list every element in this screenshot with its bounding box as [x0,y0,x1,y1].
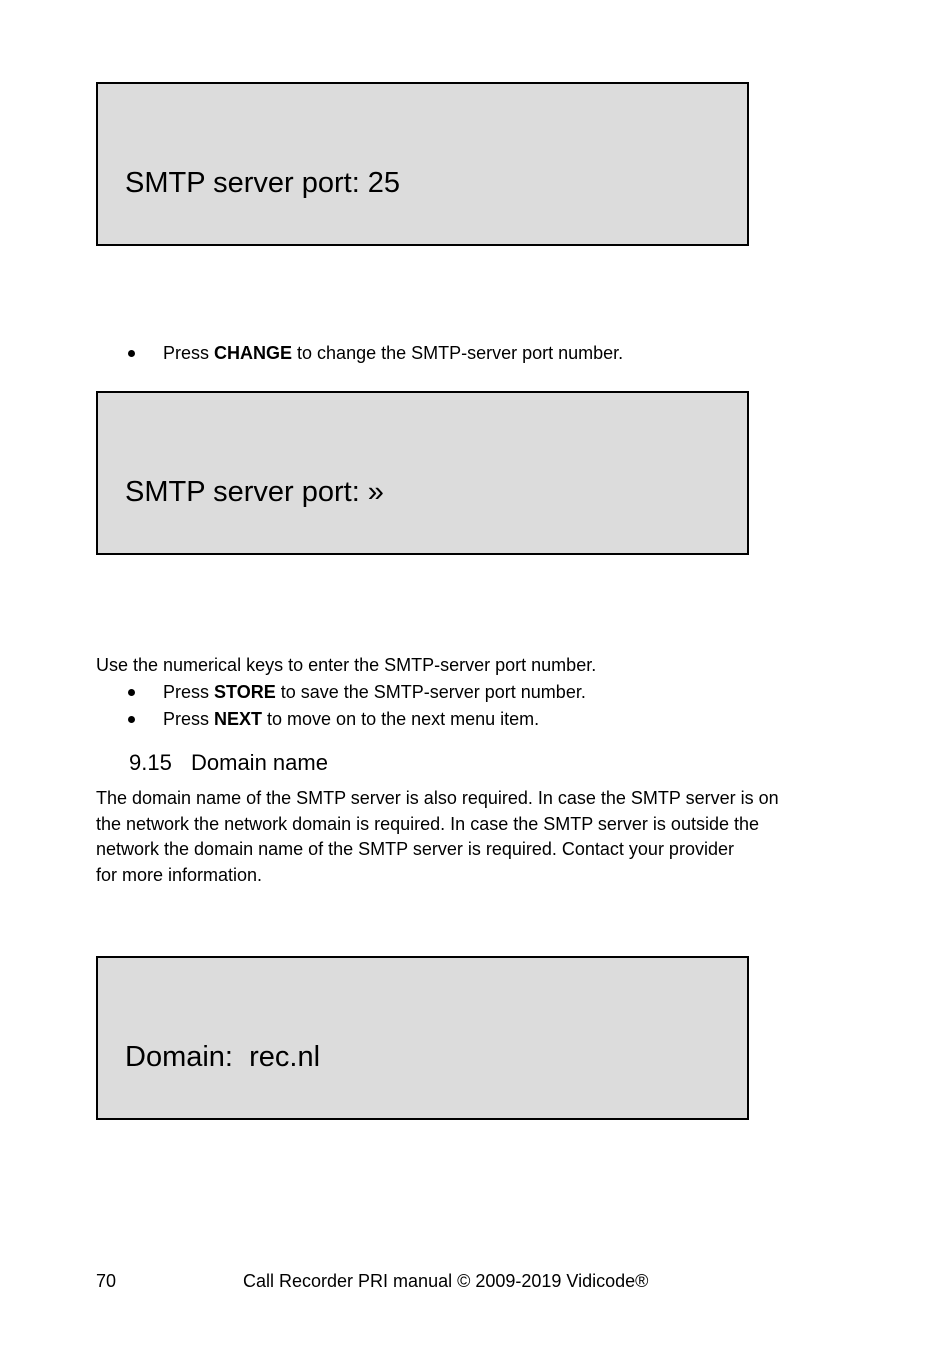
body-paragraph [96,786,779,888]
body-line: network the domain name of the SMTP server is required. Contact your provider [96,839,734,859]
bullet-text [163,342,623,364]
key-store: STORE [214,682,276,702]
body-line: the network the network domain is required. In case the SMTP server is outside the [96,813,759,834]
bullet-suffix: to move on to the next menu item. [262,709,540,729]
section-number: 9.15 [129,750,172,775]
bullet-suffix: to save the SMTP-server port number. [275,682,586,702]
section-title: Domain name [191,750,328,775]
bullet-text [163,708,539,730]
bullet-prefix: Press [163,682,215,702]
bullet-dot-icon [128,716,135,723]
bullet-dot-icon [128,350,135,357]
footer-text: Call Recorder PRI manual © 2009-2019 Vidicode® [243,1271,649,1291]
bullet-suffix: to change the SMTP-server port number. [292,343,624,363]
bullet-prefix: Press [163,709,215,729]
instruction-text: Use the numerical keys to enter the SMTP-server port number. [96,655,597,675]
bullet-text [163,681,586,703]
key-change: CHANGE [214,343,293,363]
lcd-display-port [96,82,749,246]
lcd-display-domain [96,956,749,1120]
key-next: NEXT [214,709,263,729]
bullet-dot-icon [128,689,135,696]
body-line: The domain name of the SMTP server is also required. In case the SMTP server is on [96,788,779,808]
lcd-display-text: Domain: rec.nl [125,1041,321,1073]
lcd-display-text: SMTP server port: » [125,476,384,508]
lcd-display-port-entry [96,391,749,555]
lcd-display-text: SMTP server port: 25 [125,167,401,199]
bullet-prefix: Press [163,343,215,363]
body-line: for more information. [96,864,263,885]
page-number: 70 [96,1271,117,1291]
section-heading [129,749,328,777]
